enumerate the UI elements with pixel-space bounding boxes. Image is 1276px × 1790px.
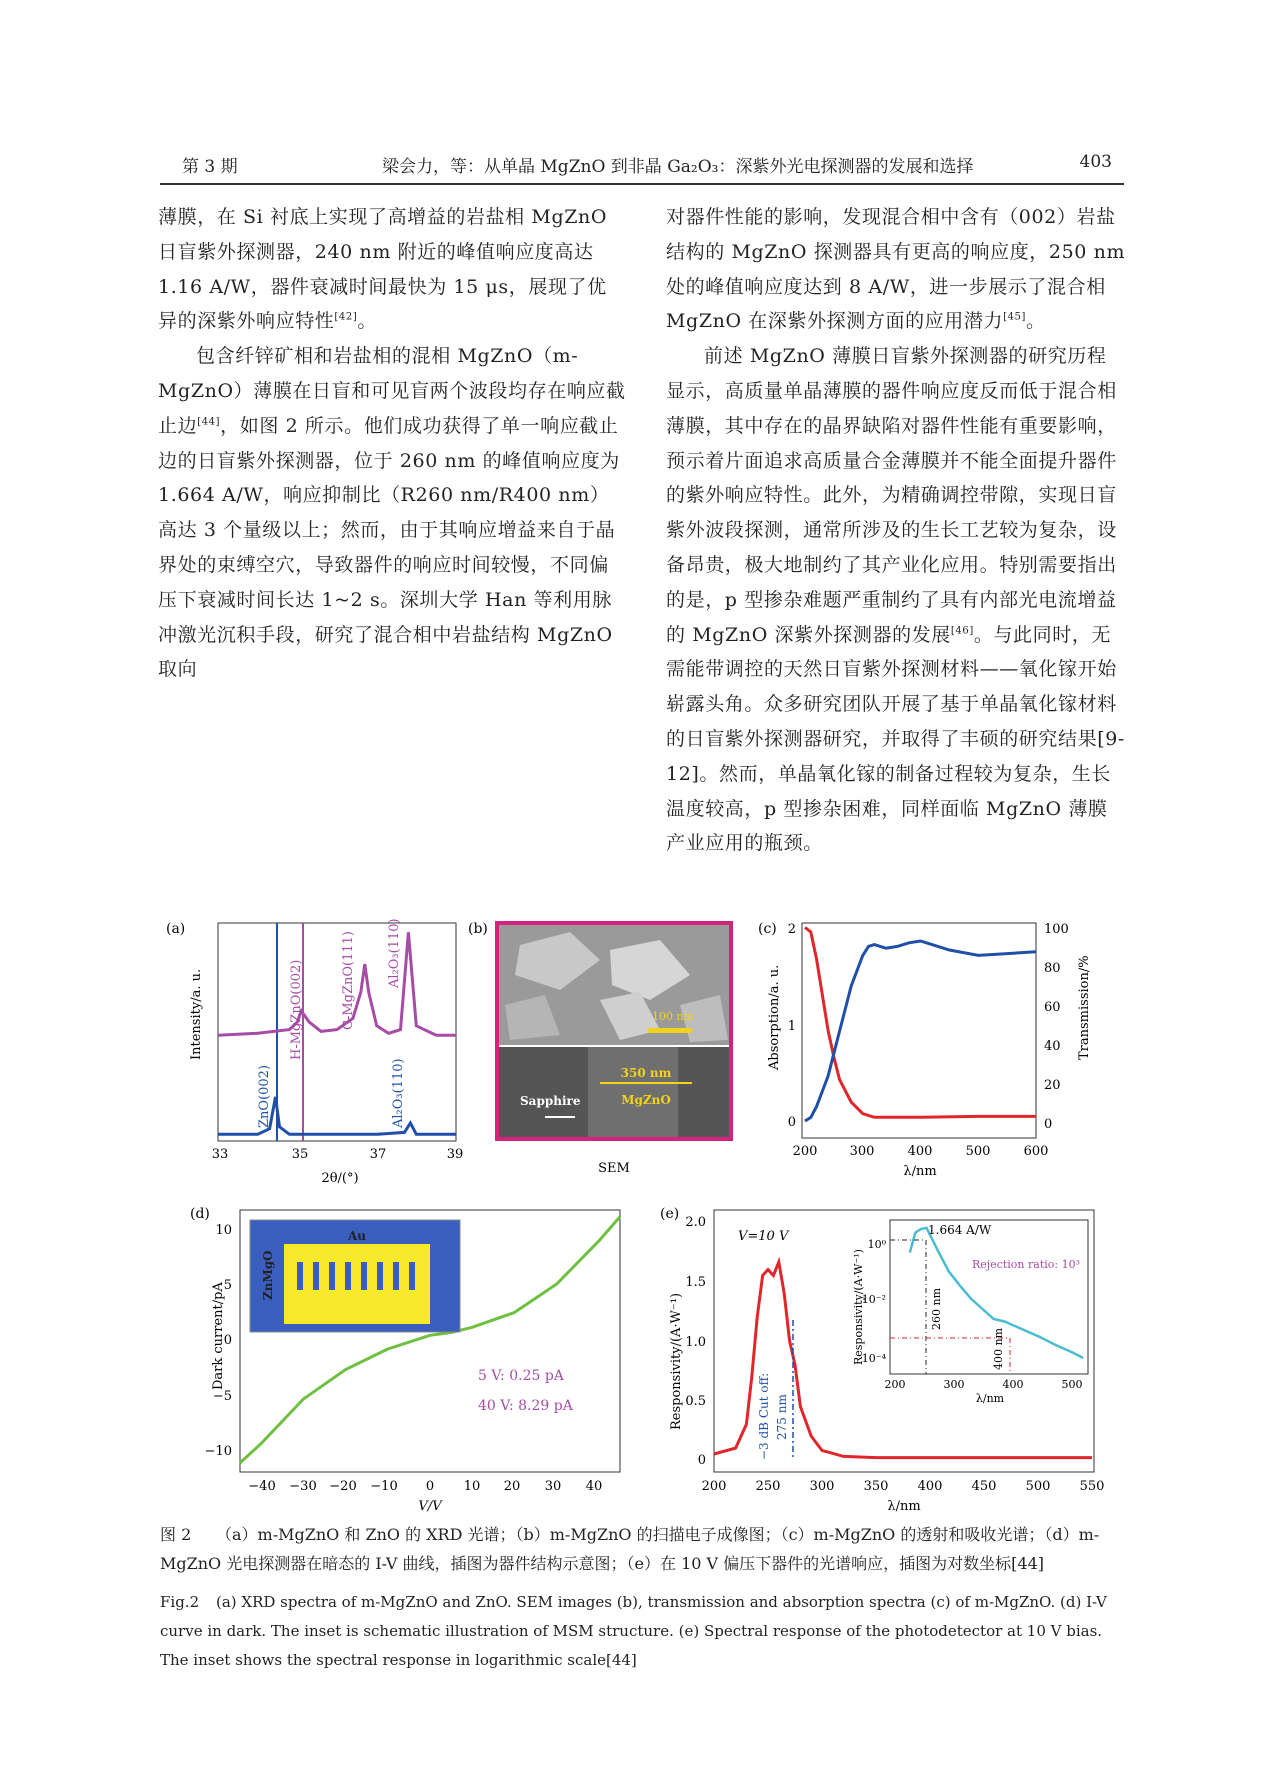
x-tick-label: −20 [329,1479,357,1494]
y-tick-label: 10 [215,1223,232,1238]
running-title: 梁会力，等：从单晶 MgZnO 到非晶 Ga₂O₃：深紫外光电探测器的发展和选择 [382,157,974,177]
caption-text: (a) XRD spectra of m-MgZnO and ZnO. SEM images (b), transmission and absorption spectra (c) of m-MgZnO. (d) I-V curve in dark. The inset is schematic illustration of MSM structure. (e) Spectral response of the photodetector at 10 V bias. The inset shows the spectral response in logarithmic scale[44] [160,1593,1107,1669]
y-tick-label: −10 [204,1444,232,1459]
x-tick-label: 500 [965,1144,991,1159]
peak-label: Al₂O₃(110) [391,1058,406,1128]
panel-label: (e) [660,1206,680,1222]
layer-label: Sapphire [520,1094,581,1108]
panel-label: (a) [166,921,186,937]
y-axis-label-right: Transmission/% [1077,955,1092,1060]
x-tick-label: −30 [289,1479,317,1494]
x-tick-label: 30 [544,1479,562,1494]
electrode-pad [284,1244,430,1324]
y-tick-label: 1.0 [685,1335,706,1350]
y-axis-label: Dark current/pA [211,1282,226,1390]
sem-caption: SEM [598,1161,630,1176]
peak-label: Al₂O₃(110) [387,918,402,988]
annotation: −3 dB Cut off: [757,1372,771,1460]
x-tick-label: 300 [809,1479,835,1494]
y-axis-label: Intensity/a. u. [189,968,204,1060]
x-tick-label: 400 [907,1144,933,1159]
y-tick-label: 10⁻² [861,1293,886,1306]
x-tick-label: 450 [971,1479,997,1494]
y-tick-label: 100 [1044,922,1069,937]
paragraph: 前述 MgZnO 薄膜日盲紫外探测器的研究历程显示，高质量单晶薄膜的器件响应度反而低于混合相薄膜，其中存在的晶界缺陷对器件性能有重要影响，预示着片面追求高质量合金薄膜并不能全面提升器件的紫外响应特性。此外，为精确调控带隙，实现日盲紫外波段探测，通常所涉及的生长工艺较为复杂，设备昂贵，极大地制约了其产业化应用。特别需要指出的是，p 型掺杂难题严重制约了具有内部光电流增益的 MgZnO 深紫外探测器的发展[46]。与此同时，无需能带调控的天然日盲紫外探测材料——氧化镓开始崭露头角。众多研究团队开展了基于单晶氧化镓材料的日盲紫外探测器研究，并取得了丰硕的研究结果[9-12]。然而，单晶氧化镓的制备过程较为复杂，生长温度较高，p 型掺杂困难，同样面临 MgZnO 薄膜产业应用的瓶颈。 [666,345,1125,855]
y-tick-label: 0 [697,1453,706,1468]
y-tick-label: −5 [212,1389,232,1404]
scale-label: 100 nm [652,1010,695,1023]
x-tick-label: 300 [943,1378,965,1391]
x-axis-label: 2θ/(°) [321,1171,359,1186]
x-tick-label: −10 [370,1479,398,1494]
y-tick-label: 1.5 [685,1275,706,1290]
panel-d [190,1206,620,1514]
y-tick-label: 20 [1044,1078,1061,1093]
x-tick-label: 250 [755,1479,781,1494]
caption-label: 图 2 [160,1525,192,1544]
x-tick-label: 33 [211,1147,229,1162]
x-tick-label: 400 [1002,1378,1024,1391]
x-tick-label: 500 [1025,1479,1051,1494]
bias-label: V=10 V [738,1229,789,1244]
y-tick-label: 2 [787,922,796,937]
y-axis-label: Responsivity/(A·W⁻¹) [669,1292,684,1430]
y-tick-label: 0 [1044,1117,1053,1132]
annotation: 40 V: 8.29 pA [478,1398,573,1414]
x-tick-label: 0 [425,1479,435,1494]
panel-label: (c) [758,921,777,937]
x-tick-label: 200 [884,1378,906,1391]
y-tick-label: 10⁻⁴ [861,1352,886,1365]
y-axis-label-left: Absorption/a. u. [767,964,782,1070]
x-tick-label: 400 [917,1479,943,1494]
annotation: 260 nm [930,1287,943,1330]
y-tick-label: 0 [787,1115,796,1130]
panel-label: (b) [468,921,488,937]
x-axis-label: λ/nm [887,1499,921,1514]
y-tick-label: 10⁰ [867,1238,886,1251]
inset-label: Au [347,1229,367,1243]
issue-number: 第 3 期 [182,157,238,177]
mgzno-layer [588,1047,678,1137]
y-tick-label: 1 [787,1019,796,1034]
y-tick-label: 40 [1044,1039,1061,1054]
scale-bar [648,1028,692,1033]
paragraph: 薄膜，在 Si 衬底上实现了高增益的岩盐相 MgZnO 日盲紫外探测器，240 nm 附近的峰值响应度高达 1.16 A/W，器件衰减时间最快为 15 μs，展现了优异的深紫外响应特性[42]。 [158,206,608,333]
x-tick-label: 39 [446,1147,464,1162]
annotation: 275 nm [775,1394,789,1440]
panel-a [166,918,463,1186]
x-tick-label: 200 [792,1144,818,1159]
log-inset [890,1220,1088,1374]
y-tick-label: 5 [223,1278,232,1293]
x-tick-label: 500 [1061,1378,1083,1391]
y-tick-label: 0.5 [685,1394,706,1409]
annotation: Rejection ratio: 10³ [972,1258,1081,1271]
panel-e [660,1206,1104,1514]
layer-label: MgZnO [621,1093,671,1107]
page-number: 403 [1079,152,1112,172]
x-tick-label: −40 [248,1479,276,1494]
caption-label: Fig.2 [160,1593,200,1611]
paragraph: 包含纤锌矿相和岩盐相的混相 MgZnO（m-MgZnO）薄膜在日盲和可见盲两个波段均存在响应截止边[44]，如图 2 所示。他们成功获得了单一响应截止边的日盲紫外探测器，位于 260 nm 的峰值响应度为 1.664 A/W，响应抑制比（R260 nm/R400 nm）高达 3 个量级以上；然而，由于其响应增益来自于晶界处的束缚空穴，导致器件的响应时间较慢，不同偏压下衰减时间长达 1~2 s。深圳大学 Han 等利用脉冲激光沉积手段，研究了混合相中岩盐结构 MgZnO 取向 [158,345,626,681]
x-tick-label: 300 [849,1144,875,1159]
x-tick-label: 20 [503,1479,521,1494]
y-axis-label: Responsivity/(A·W⁻¹) [852,1249,865,1365]
panel-c [758,921,1092,1179]
peak-label: ZnO(002) [257,1064,272,1128]
annotation: 5 V: 0.25 pA [478,1368,564,1384]
x-tick-label: 40 [585,1479,603,1494]
caption-text: （a）m-MgZnO 和 ZnO 的 XRD 光谱；（b）m-MgZnO 的扫描电子成像图；（c）m-MgZnO 的透射和吸收光谱；（d）m-MgZnO 光电探测器在暗态的 I-V 曲线，插图为器件结构示意图；（e）在 10 V 偏压下器件的光谱响应，插图为对数坐标[44] [160,1525,1100,1573]
x-tick-label: 350 [863,1479,889,1494]
y-tick-label: 80 [1044,961,1061,976]
inset-label: ZnMgO [261,1250,275,1300]
series-line-transmission [805,941,1036,1121]
series-line-absorption [805,928,1036,1118]
y-tick-label: 2.0 [685,1215,706,1230]
figure-caption-en [160,1588,1120,1675]
annotation: 400 nm [992,1327,1005,1370]
paragraph: 对器件性能的影响，发现混合相中含有（002）岩盐结构的 MgZnO 探测器具有更高的响应度，250 nm 处的峰值响应度达到 8 A/W，进一步展示了混合相 MgZnO 在深紫外探测方面的应用潜力[45]。 [666,206,1126,333]
x-tick-label: 10 [463,1479,481,1494]
y-tick-label: 60 [1044,1000,1061,1015]
series-line-zno [218,1097,456,1134]
y-tick-label: 0 [223,1333,232,1348]
panel-b [468,921,731,1176]
panel-label: (d) [190,1206,210,1222]
x-tick-label: 35 [291,1147,309,1162]
x-tick-label: 550 [1079,1479,1105,1494]
x-tick-label: 600 [1023,1144,1049,1159]
x-axis-label: λ/nm [903,1164,937,1179]
series-line-m-mgzno [218,932,456,1035]
thickness-label: 350 nm [620,1066,672,1080]
x-tick-label: 200 [701,1479,727,1494]
x-axis-label: V/V [418,1499,442,1514]
peak-label: H-MgZnO(002) [289,959,304,1060]
figure-caption-cn [160,1520,1120,1578]
x-tick-label: 37 [369,1147,387,1162]
peak-label: C-MgZnO(111) [341,931,356,1030]
x-axis-label: λ/nm [975,1392,1005,1405]
annotation: 1.664 A/W [928,1223,992,1237]
